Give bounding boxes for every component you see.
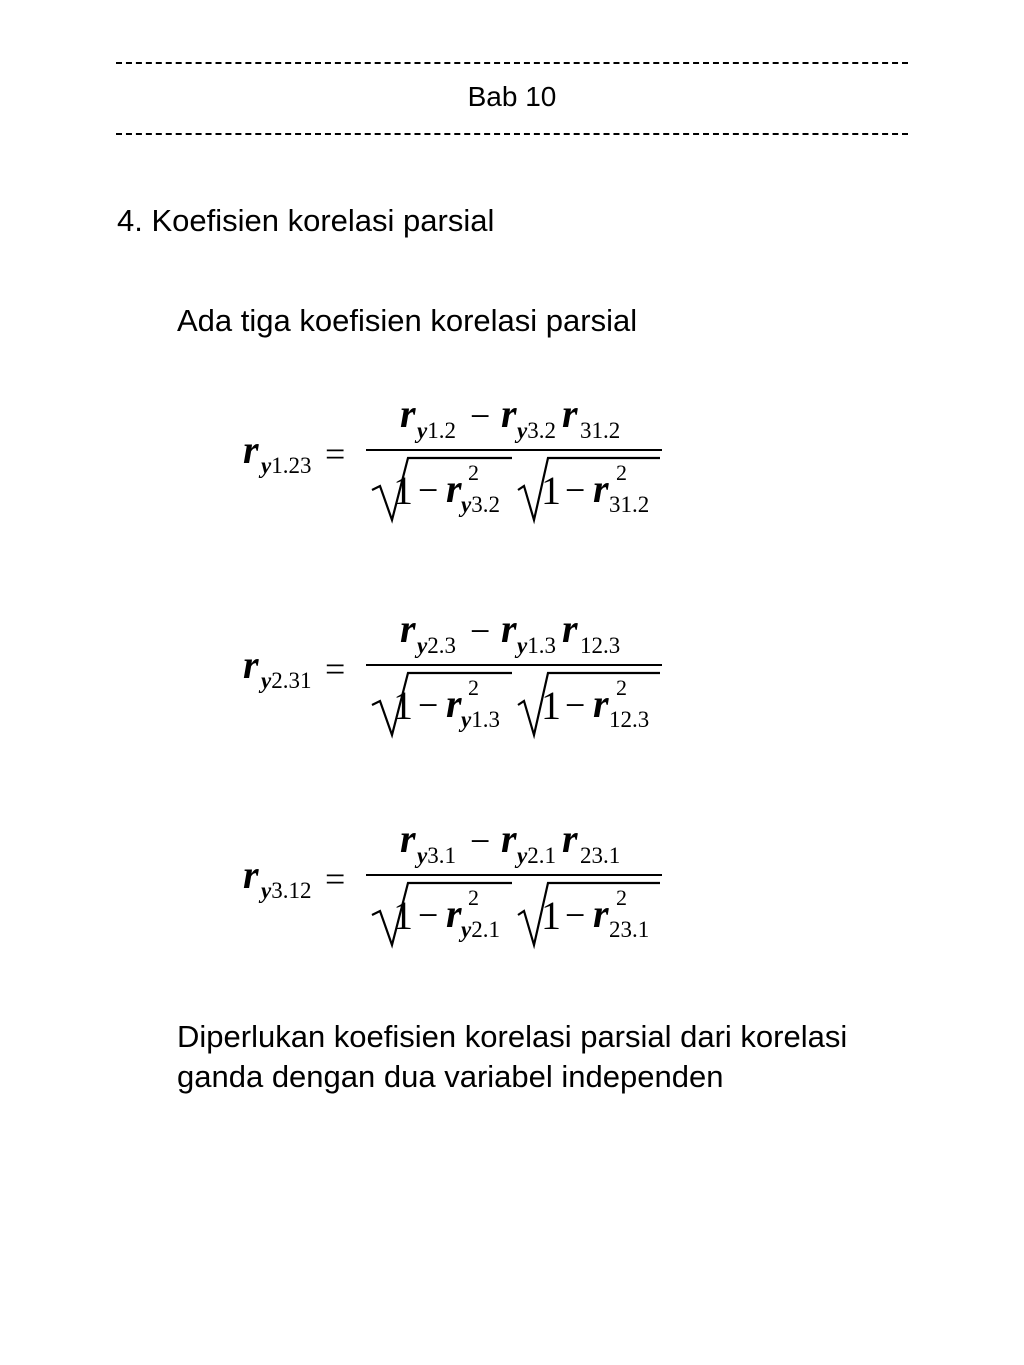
numerator-subscript-2: y1.3: [517, 633, 556, 658]
equals-sign: =: [325, 649, 346, 689]
radical-1-minus: −: [418, 895, 439, 935]
numerator-minus: −: [470, 821, 491, 861]
radical-1-r: r: [446, 466, 462, 511]
radical-2-minus: −: [565, 685, 586, 725]
radical-2-square: 2: [616, 675, 627, 700]
radical-1-subscript: y3.2: [461, 492, 500, 517]
numerator-r-1: r: [400, 606, 416, 651]
radical-1-minus: −: [418, 685, 439, 725]
header-dashed-line-top: [116, 62, 908, 64]
numerator-r-3: r: [562, 391, 578, 436]
radical-2-one: 1: [541, 468, 561, 513]
numerator-subscript-1: y2.3: [417, 633, 456, 658]
header-dashed-line-bottom: [116, 133, 908, 135]
numerator-subscript-3: 31.2: [580, 418, 621, 443]
numerator-r-1: r: [400, 816, 416, 861]
numerator-subscript-1: y1.2: [417, 418, 456, 443]
lhs-subscript: y1.23: [261, 453, 312, 478]
numerator-subscript-2: y3.2: [517, 418, 556, 443]
radical-2-minus: −: [565, 470, 586, 510]
radical-2-one: 1: [541, 683, 561, 728]
numerator-subscript-3: 23.1: [580, 843, 621, 868]
radical-1-subscript: y1.3: [461, 707, 500, 732]
numerator-r-3: r: [562, 816, 578, 861]
numerator-r-3: r: [562, 606, 578, 651]
radical-1-subscript: y2.1: [461, 917, 500, 942]
radical-1-minus: −: [418, 470, 439, 510]
section-heading: 4. Koefisien korelasi parsial: [117, 203, 495, 238]
lhs-subscript: y2.31: [261, 668, 312, 693]
numerator-r-2: r: [501, 391, 517, 436]
radical-2-subscript: 23.1: [609, 917, 650, 942]
lhs-subscript: y3.12: [261, 878, 312, 903]
numerator-r-2: r: [501, 606, 517, 651]
intro-text: Ada tiga koefisien korelasi parsial: [177, 303, 638, 338]
radical-2-r: r: [593, 681, 609, 726]
radical-2-r: r: [593, 466, 609, 511]
chapter-title: Bab 10: [467, 81, 557, 112]
numerator-subscript-1: y3.1: [417, 843, 456, 868]
numerator-r-1: r: [400, 391, 416, 436]
radical-2-minus: −: [565, 895, 586, 935]
numerator-minus: −: [470, 396, 491, 436]
numerator-r-2: r: [501, 816, 517, 861]
closing-note: Diperlukan koefisien korelasi parsial dari korelasi ganda dengan dua variabel independen: [177, 1019, 848, 1094]
radical-1-square: 2: [468, 460, 479, 485]
radical-1-one: 1: [393, 468, 413, 513]
lhs-r-symbol: r: [243, 852, 259, 897]
formula-2: [0, 605, 1024, 765]
radical-2-square: 2: [616, 885, 627, 910]
lhs-r-symbol: r: [243, 642, 259, 687]
radical-1-r: r: [446, 681, 462, 726]
radical-1-one: 1: [393, 893, 413, 938]
radical-1-r: r: [446, 891, 462, 936]
radical-2-subscript: 12.3: [609, 707, 650, 732]
numerator-subscript-3: 12.3: [580, 633, 621, 658]
numerator-subscript-2: y2.1: [517, 843, 556, 868]
radical-2-square: 2: [616, 460, 627, 485]
radical-2-r: r: [593, 891, 609, 936]
equals-sign: =: [325, 434, 346, 474]
radical-1-one: 1: [393, 683, 413, 728]
radical-2-subscript: 31.2: [609, 492, 650, 517]
radical-1-square: 2: [468, 885, 479, 910]
numerator-minus: −: [470, 611, 491, 651]
formula-3: [0, 815, 1024, 975]
equals-sign: =: [325, 859, 346, 899]
radical-2-one: 1: [541, 893, 561, 938]
lhs-r-symbol: r: [243, 427, 259, 472]
formula-1: [0, 390, 1024, 550]
radical-1-square: 2: [468, 675, 479, 700]
